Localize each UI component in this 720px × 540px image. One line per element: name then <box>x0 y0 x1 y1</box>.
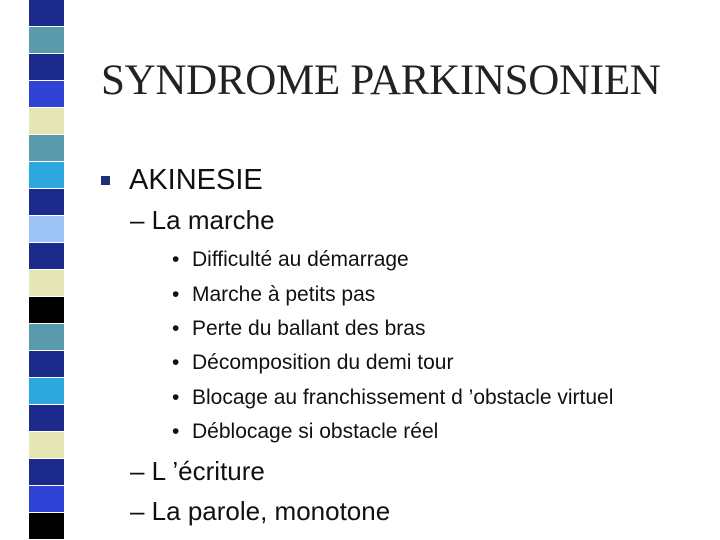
detail-item <box>172 283 375 307</box>
stripe-block <box>29 216 64 243</box>
stripe-block <box>29 513 64 540</box>
bullet-dot-icon: • <box>172 386 180 409</box>
stripe-block <box>29 486 64 513</box>
detail-text: Déblocage si obstacle réel <box>192 420 439 443</box>
bullet-dot-icon: • <box>172 317 180 340</box>
stripe-block <box>29 189 64 216</box>
detail-item <box>172 317 425 341</box>
stripe-block <box>29 432 64 459</box>
stripe-block <box>29 135 64 162</box>
slide-title: SYNDROME PARKINSONIEN <box>101 57 661 104</box>
detail-item <box>172 420 438 444</box>
stripe-block <box>29 405 64 432</box>
stripe-block <box>29 459 64 486</box>
square-bullet-icon <box>101 176 110 185</box>
stripe-block <box>29 378 64 405</box>
bullet-dot-icon: • <box>172 351 180 374</box>
stripe-block <box>29 351 64 378</box>
stripe-block <box>29 297 64 324</box>
sub-item-marche: – La marche <box>130 205 275 235</box>
detail-text: Blocage au franchissement d ’obstacle virtuel <box>192 386 614 409</box>
bullet-dot-icon: • <box>172 248 180 271</box>
decorative-color-stripe <box>29 0 64 540</box>
detail-item <box>172 248 409 272</box>
stripe-block <box>29 81 64 108</box>
stripe-block <box>29 108 64 135</box>
bullet-dot-icon: • <box>172 420 180 443</box>
stripe-block <box>29 27 64 54</box>
detail-text: Perte du ballant des bras <box>192 317 426 340</box>
detail-text: Décomposition du demi tour <box>192 351 454 374</box>
detail-item <box>172 386 613 410</box>
stripe-block <box>29 54 64 81</box>
detail-text: Difficulté au démarrage <box>192 248 409 271</box>
stripe-block <box>29 243 64 270</box>
sub-item-parole: – La parole, monotone <box>130 496 391 526</box>
detail-text: Marche à petits pas <box>192 283 376 306</box>
main-bullet-akinesie: AKINESIE <box>129 164 263 196</box>
detail-item <box>172 351 453 375</box>
stripe-block <box>29 270 64 297</box>
stripe-block <box>29 0 64 27</box>
sub-item-ecriture: – L ’écriture <box>130 456 265 486</box>
bullet-dot-icon: • <box>172 283 180 306</box>
stripe-block <box>29 324 64 351</box>
stripe-block <box>29 162 64 189</box>
